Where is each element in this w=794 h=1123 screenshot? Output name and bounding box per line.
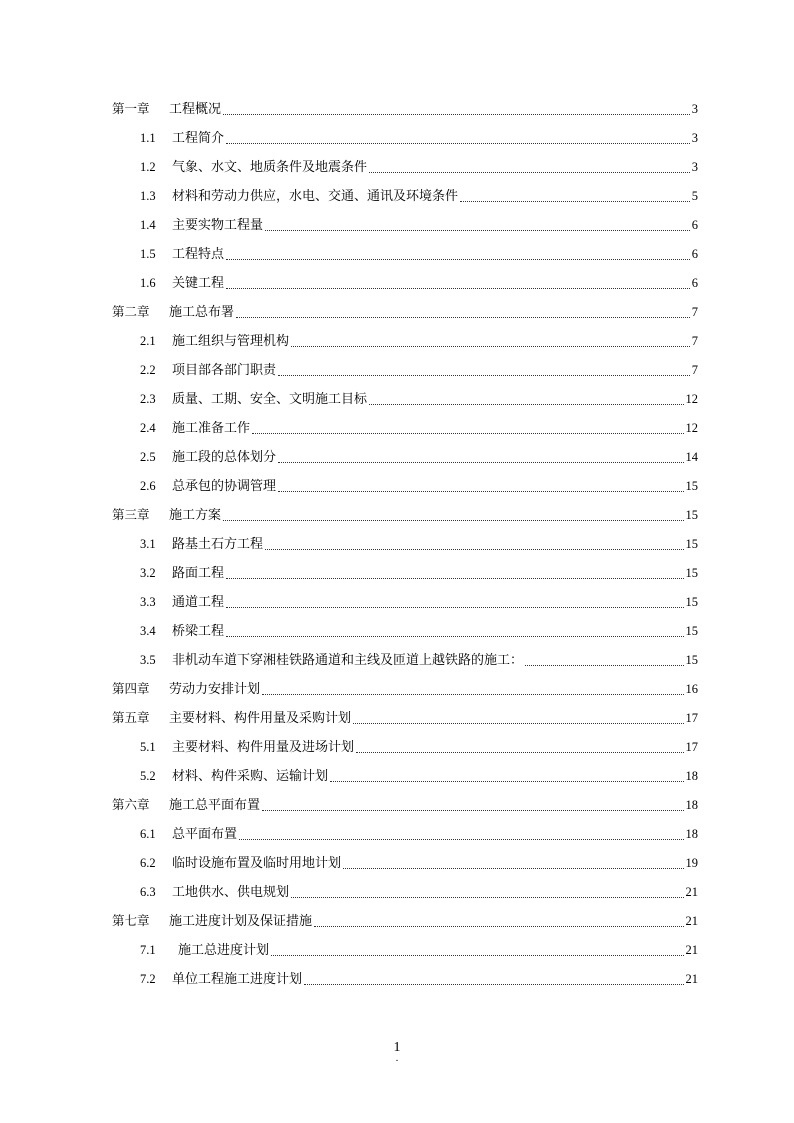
toc-dot-leader (369, 403, 683, 405)
toc-entry-number: 7.2 (140, 972, 156, 986)
toc-entry-page: 21 (685, 972, 698, 986)
toc-section-entry[interactable] (0, 936, 698, 965)
table-of-contents (0, 95, 794, 994)
toc-dot-leader (226, 606, 683, 608)
toc-entry-title: 关键工程 (172, 276, 225, 291)
toc-section-entry[interactable] (0, 733, 698, 762)
toc-dot-leader (239, 838, 683, 840)
toc-entry-page: 7 (691, 363, 698, 377)
toc-entry-title: 主要材料、构件用量及采购计划 (169, 711, 352, 726)
toc-entry-title: 材料、构件采购、运输计划 (172, 769, 329, 784)
toc-dot-leader (262, 693, 683, 695)
toc-entry-title: 单位工程施工进度计划 (172, 972, 303, 987)
toc-entry-title: 临时设施布置及临时用地计划 (172, 856, 342, 871)
page-footer (0, 1040, 794, 1062)
toc-section-entry[interactable] (0, 849, 698, 878)
toc-dot-leader (278, 490, 683, 492)
toc-entry-page: 5 (691, 189, 698, 203)
toc-section-entry[interactable] (0, 182, 698, 211)
toc-entry-page: 15 (685, 624, 698, 638)
toc-section-entry[interactable] (0, 762, 698, 791)
toc-section-entry[interactable] (0, 530, 698, 559)
toc-entry-page: 12 (685, 421, 698, 435)
toc-section-entry[interactable] (0, 472, 698, 501)
toc-dot-leader (304, 983, 683, 985)
toc-entry-number: 2.5 (140, 450, 156, 464)
toc-entry-number: 1.4 (140, 218, 156, 232)
toc-section-entry[interactable] (0, 414, 698, 443)
toc-entry-title: 材料和劳动力供应，水电、交通、通讯及环境条件 (172, 189, 459, 204)
toc-entry-title: 施工准备工作 (172, 421, 251, 436)
toc-entry-page: 15 (685, 508, 698, 522)
toc-entry-title: 施工方案 (169, 508, 222, 523)
toc-dot-leader (278, 461, 683, 463)
toc-section-entry[interactable] (0, 124, 698, 153)
toc-entry-page: 3 (691, 131, 698, 145)
toc-section-entry[interactable] (0, 588, 698, 617)
toc-entry-page: 15 (685, 479, 698, 493)
toc-entry-number: 第二章 (112, 305, 150, 319)
toc-entry-page: 6 (691, 276, 698, 290)
toc-entry-title: 施工组织与管理机构 (172, 334, 290, 349)
toc-dot-leader (353, 722, 683, 724)
toc-entry-title: 工地供水、供电规划 (172, 885, 290, 900)
toc-entry-number: 2.1 (140, 334, 156, 348)
toc-entry-title: 施工总平面布置 (169, 798, 261, 813)
toc-entry-page: 21 (685, 914, 698, 928)
toc-dot-leader (356, 751, 683, 753)
toc-entry-number: 1.5 (140, 247, 156, 261)
toc-section-entry[interactable] (0, 559, 698, 588)
toc-dot-leader (226, 635, 683, 637)
toc-entry-number: 7.1 (140, 943, 156, 957)
toc-entry-page: 17 (685, 711, 698, 725)
toc-entry-title: 施工总布署 (169, 305, 235, 320)
toc-entry-page: 12 (685, 392, 698, 406)
toc-dot-leader (271, 954, 683, 956)
toc-dot-leader (236, 316, 690, 318)
toc-entry-number: 1.6 (140, 276, 156, 290)
toc-entry-number: 1.3 (140, 189, 156, 203)
toc-section-entry[interactable] (0, 327, 698, 356)
toc-section-entry[interactable] (0, 965, 698, 994)
toc-section-entry[interactable] (0, 617, 698, 646)
toc-dot-leader (226, 258, 690, 260)
toc-section-entry[interactable] (0, 878, 698, 907)
toc-entry-number: 2.6 (140, 479, 156, 493)
toc-entry-number: 第三章 (112, 508, 150, 522)
toc-entry-number: 5.1 (140, 740, 156, 754)
toc-dot-leader (369, 171, 690, 173)
toc-entry-page: 18 (685, 769, 698, 783)
toc-dot-leader (223, 113, 690, 115)
toc-entry-number: 6.1 (140, 827, 156, 841)
page-number-mark: . (395, 1053, 399, 1064)
toc-chapter-entry[interactable] (0, 298, 698, 327)
toc-entry-number: 6.3 (140, 885, 156, 899)
toc-dot-leader (226, 287, 690, 289)
toc-section-entry[interactable] (0, 646, 698, 675)
toc-section-entry[interactable] (0, 385, 698, 414)
toc-entry-page: 15 (685, 566, 698, 580)
toc-entry-page: 18 (685, 827, 698, 841)
toc-entry-number: 3.4 (140, 624, 156, 638)
toc-entry-title: 主要实物工程量 (172, 218, 264, 233)
toc-entry-number: 3.2 (140, 566, 156, 580)
toc-entry-title: 通道工程 (172, 595, 225, 610)
toc-dot-leader (252, 432, 683, 434)
toc-chapter-entry[interactable] (0, 907, 698, 936)
toc-dot-leader (314, 925, 683, 927)
toc-entry-page: 14 (685, 450, 698, 464)
toc-entry-number: 6.2 (140, 856, 156, 870)
toc-entry-page: 6 (691, 218, 698, 232)
toc-entry-page: 15 (685, 595, 698, 609)
toc-entry-title: 施工进度计划及保证措施 (169, 914, 313, 929)
toc-dot-leader (291, 896, 683, 898)
toc-dot-leader (278, 374, 690, 376)
toc-entry-number: 3.3 (140, 595, 156, 609)
toc-entry-title: 气象、水文、地质条件及地震条件 (172, 160, 368, 175)
toc-dot-leader (265, 548, 683, 550)
toc-chapter-entry[interactable] (0, 95, 698, 124)
toc-dot-leader (525, 664, 683, 666)
toc-entry-title: 桥梁工程 (172, 624, 225, 639)
toc-entry-number: 2.2 (140, 363, 156, 377)
toc-entry-title: 施工总进度计划 (178, 943, 270, 958)
toc-dot-leader (223, 519, 683, 521)
toc-entry-number: 5.2 (140, 769, 156, 783)
toc-chapter-entry[interactable] (0, 791, 698, 820)
toc-entry-title: 路基土石方工程 (172, 537, 264, 552)
toc-dot-leader (291, 345, 690, 347)
toc-entry-title: 施工段的总体划分 (172, 450, 277, 465)
toc-entry-title: 工程特点 (172, 247, 225, 262)
toc-entry-page: 7 (691, 305, 698, 319)
toc-dot-leader (262, 809, 683, 811)
toc-section-entry[interactable] (0, 211, 698, 240)
toc-entry-page: 3 (691, 160, 698, 174)
toc-entry-title: 项目部各部门职责 (172, 363, 277, 378)
page-number: 1 (393, 1040, 401, 1055)
toc-entry-number: 第六章 (112, 798, 150, 812)
toc-dot-leader (226, 577, 683, 579)
toc-entry-title: 主要材料、构件用量及进场计划 (172, 740, 355, 755)
toc-entry-page: 6 (691, 247, 698, 261)
toc-entry-page: 17 (685, 740, 698, 754)
toc-entry-number: 第一章 (112, 102, 150, 116)
toc-entry-page: 15 (685, 537, 698, 551)
toc-entry-title: 工程概况 (169, 102, 222, 117)
toc-entry-number: 第四章 (112, 682, 150, 696)
toc-entry-number: 2.4 (140, 421, 156, 435)
toc-entry-page: 7 (691, 334, 698, 348)
toc-entry-title: 质量、工期、安全、文明施工目标 (172, 392, 368, 407)
toc-entry-page: 3 (691, 102, 698, 116)
toc-entry-title: 工程简介 (172, 131, 225, 146)
toc-section-entry[interactable] (0, 443, 698, 472)
toc-dot-leader (226, 142, 690, 144)
toc-entry-page: 15 (685, 653, 698, 667)
toc-dot-leader (330, 780, 683, 782)
toc-entry-title: 路面工程 (172, 566, 225, 581)
toc-entry-title: 总平面布置 (172, 827, 238, 842)
toc-section-entry[interactable] (0, 820, 698, 849)
toc-entry-number: 3.5 (140, 653, 156, 667)
toc-entry-title: 非机动车道下穿湘桂铁路通道和主线及匝道上越铁路的施工： (172, 653, 524, 668)
toc-entry-page: 21 (685, 885, 698, 899)
toc-entry-number: 第七章 (112, 914, 150, 928)
toc-entry-page: 21 (685, 943, 698, 957)
toc-chapter-entry[interactable] (0, 704, 698, 733)
toc-dot-leader (265, 229, 690, 231)
toc-entry-number: 3.1 (140, 537, 156, 551)
toc-entry-page: 16 (685, 682, 698, 696)
toc-entry-page: 18 (685, 798, 698, 812)
toc-section-entry[interactable] (0, 153, 698, 182)
toc-dot-leader (343, 867, 683, 869)
toc-entry-page: 19 (685, 856, 698, 870)
toc-entry-title: 总承包的协调管理 (172, 479, 277, 494)
toc-section-entry[interactable] (0, 269, 698, 298)
toc-entry-title: 劳动力安排计划 (169, 682, 261, 697)
toc-entry-number: 1.2 (140, 160, 156, 174)
toc-entry-number: 第五章 (112, 711, 150, 725)
toc-chapter-entry[interactable] (0, 675, 698, 704)
toc-chapter-entry[interactable] (0, 501, 698, 530)
toc-entry-number: 1.1 (140, 131, 156, 145)
toc-entry-number: 2.3 (140, 392, 156, 406)
toc-section-entry[interactable] (0, 356, 698, 385)
toc-dot-leader (460, 200, 690, 202)
toc-section-entry[interactable] (0, 240, 698, 269)
